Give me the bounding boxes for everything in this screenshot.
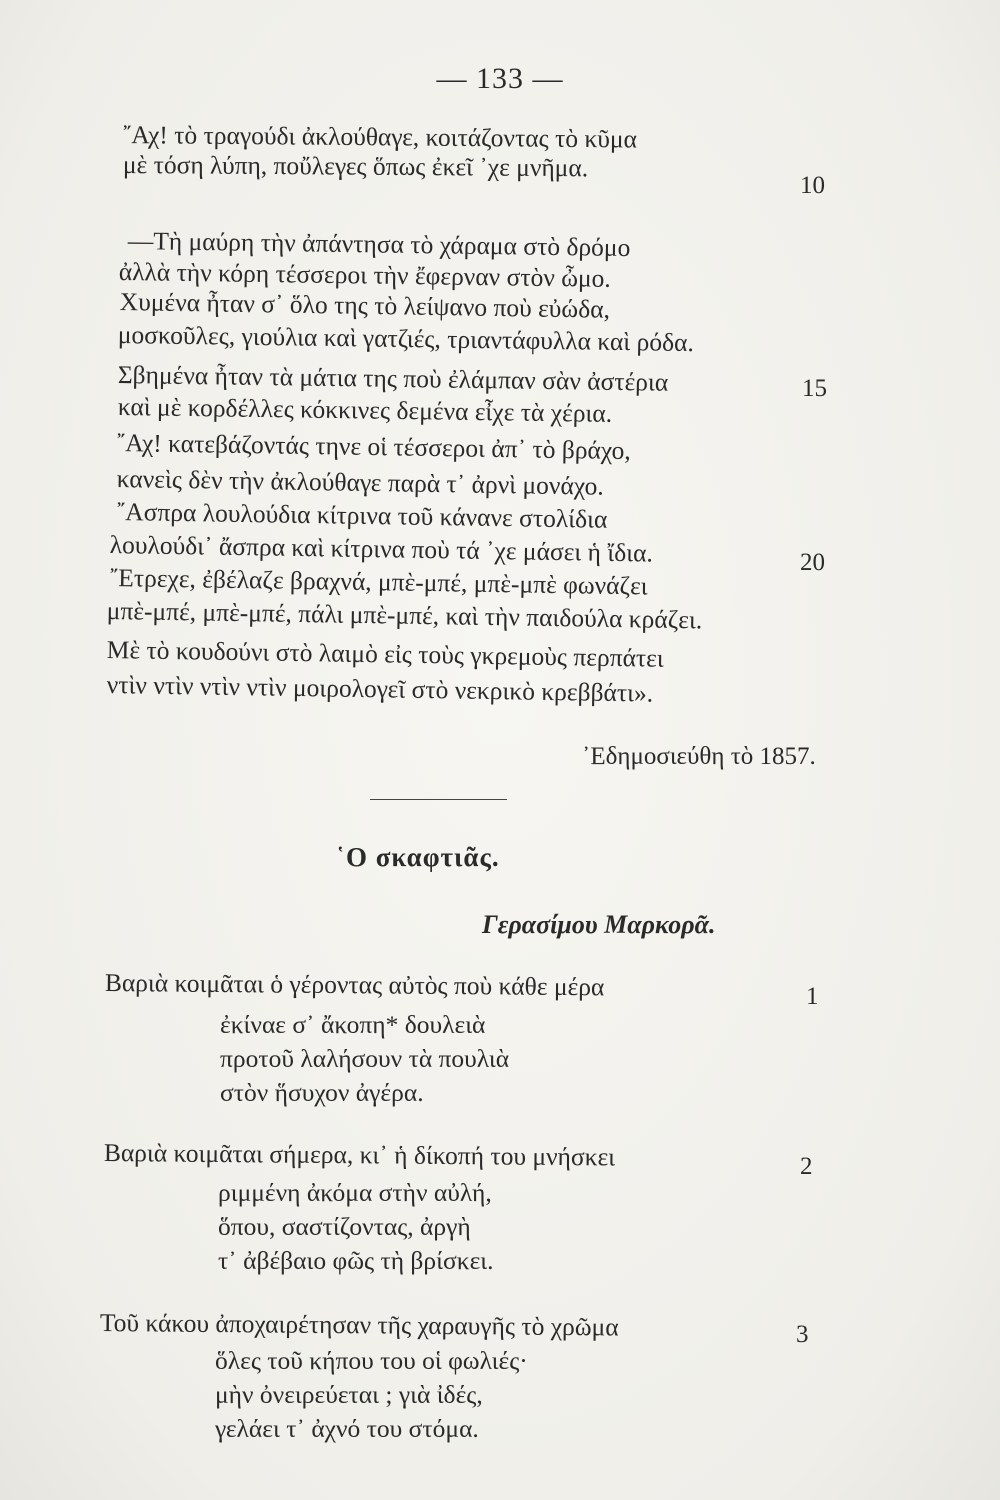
poem-line: κανεὶς δὲν τὴν ἀκλούθαγε παρὰ τ᾿ ἀρνὶ μονάχο. (116, 464, 604, 501)
poem-line: —Τὴ μαύρη τὴν ἀπάντησα τὸ χάραμα στὸ δρόμο (127, 226, 631, 263)
poem-line: ῎Αχ! τὸ τραγούδι ἀκλούθαγε, κοιτάζοντας τὸ κῦμα (122, 120, 638, 154)
poem-line: ῎Αχ! κατεβάζοντάς τηνε οἱ τέσσεροι ἀπ᾿ τὸ βράχο, (116, 428, 632, 466)
page-number: — 133 — (436, 62, 564, 95)
poem-line: μπὲ-μπέ, μπὲ-μπέ, πάλι μπὲ-μπέ, καὶ τὴν παιδούλα κράζει. (106, 596, 703, 635)
stanza-line: Βαριὰ κοιμᾶται ὁ γέροντας αὐτὸς ποὺ κάθε μέρα (104, 968, 605, 1002)
stanza-line: Τοῦ κάκου ἀποχαιρέτησαν τῆς χαραυγῆς τὸ χρῶμα (99, 1308, 619, 1342)
stanza-number: 3 (796, 1321, 809, 1348)
poem-line: ῎Ασπρα λουλούδια κίτρινα τοῦ κάνανε στολίδια (116, 497, 608, 534)
poem-line: μοσκοῦλες, γιούλια καὶ γατζιές, τριαντάφυλλα καὶ ρόδα. (117, 320, 695, 358)
stanza-line: Βαριὰ κοιμᾶται σήμερα, κι᾿ ἡ δίκοπή του μνήσκει (103, 1138, 616, 1172)
stanza-line: ὅπου, σαστίζοντας, ἀργὴ (218, 1212, 471, 1241)
stanza-line: προτοῦ λαλήσουν τὰ πουλιὰ (220, 1044, 510, 1073)
stanza-line: γελάει τ᾿ ἀχνό του στόμα. (215, 1414, 479, 1443)
poem-line: μὲ τόση λύπη, ποὔλεγες ὅπως ἐκεῖ ᾿χε μνῆμα. (122, 150, 589, 183)
poem-author: Γερασίμου Μαρκορᾶ. (482, 910, 716, 939)
poem-line: ντὶν ντὶν ντὶν ντὶν μοιρολογεῖ στὸ νεκρικὸ κρεββάτι». (106, 670, 654, 708)
stanza-line: μὴν ὀνειρεύεται ; γιὰ ἰδές, (215, 1380, 483, 1409)
poem-line: ῎Ετρεχε, ἐβέλαζε βραχνά, μπὲ-μπέ, μπὲ-μπὲ φωνάζει (109, 563, 648, 601)
poem-line: Χυμένα ἦταν σ᾿ ὅλο της τὸ λείψανο ποὺ εὐώδα, (119, 287, 611, 324)
stanza-number: 2 (800, 1153, 813, 1180)
poem-line: ἀλλὰ τὴν κόρη τέσσεροι τὴν ἔφερναν στὸν ὦμο. (118, 257, 612, 293)
poem-line: Σβημένα ἦταν τὰ μάτια της ποὺ ἐλάμπαν σὰν ἀστέρια (117, 360, 669, 397)
stanza-number: 1 (806, 983, 819, 1010)
poem-line: λουλούδι᾿ ἄσπρα καὶ κίτρινα ποὺ τά ᾿χε μάσει ἡ ἴδια. (109, 530, 654, 568)
line-number: 20 (800, 549, 825, 576)
line-number: 15 (802, 375, 827, 402)
section-divider (370, 799, 507, 800)
line-number: 10 (800, 172, 825, 199)
stanza-line: τ᾿ ἀβέβαιο φῶς τὴ βρίσκει. (218, 1246, 494, 1275)
poem-line: Μὲ τὸ κουδούνι στὸ λαιμὸ εἰς τοὺς γκρεμοὺς περπάτει (106, 635, 664, 673)
poem-line: καὶ μὲ κορδέλλες κόκκινες δεμένα εἶχε τὰ χέρια. (117, 392, 613, 428)
stanza-line: ὅλες τοῦ κήπου του οἱ φωλιές· (215, 1346, 528, 1375)
stanza-line: στὸν ἥσυχον ἀγέρα. (220, 1078, 424, 1107)
stanza-line: ριμμένη ἀκόμα στὴν αὐλή, (218, 1178, 492, 1207)
poem-title: ῾Ο σκαφτιᾶς. (336, 842, 500, 872)
publication-note: ᾿Εδημοσιεύθη τὸ 1857. (582, 743, 816, 770)
stanza-line: ἐκίναε σ᾿ ἄκοπη* δουλειὰ (220, 1010, 486, 1039)
